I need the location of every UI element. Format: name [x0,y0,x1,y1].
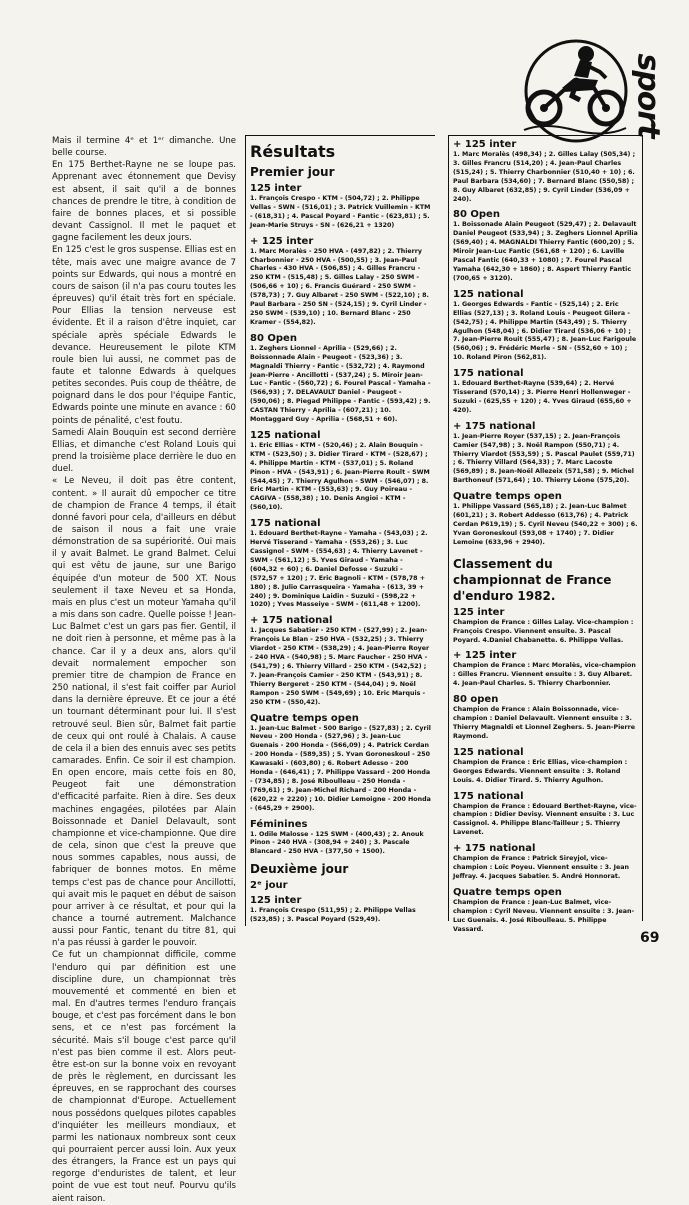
result-list: 1. Marc Moralès - 250 HVA - (497,82) ; 2. Thierry Charbonnier - 250 HVA - (500,55) ; 3. Jean-Paul Charles - 430 HVA - (506,85) ; 4. Gilles Francru - 250 KTM - (515,48) ; 5. Gilles Lalay - 250 SWM - (506,66 + 10) ; 6. Francis Guérard - 250 SWM - (578,73) ; 7. Guy Albaret - 250 SWM - (522,10) ; 8. Paul Barbara - 250 SN - (524,15) ; 9. Cyril Linder - 250 SWM - (539,10) ; 10. Bernard Blanc - 250 Kramer - (554,82). [250,247,429,326]
article-paragraph: « Le Neveu, il doit pas être content, content. » Il aurait dû empocher ce titre de champion de France 4 temps, il était donné favori pour cela, d'ailleurs en début de saison il nous a fait une vraie démonstration de sa supériorité. Oui mais il y avait Balmet. Le grand Balmet. Celui qui est vêtu de jaune, sur une Barigo équipée d'un moteur de 500 XT. Nous seulement il taxe Neveu et sa Honda, mais en plus c'est un moteur Yamaha qu'il a mis dans son cadre. Quelle poisse ! Jean-Luc Balmet c'est un gars pas fier. Gentil, il ne doit rien à personne, et même pas à la chance. Car il y a deux ans, alors qu'il devait normalement empocher son premier titre de champion de France en 250 national, il s'est fait coiffer par Auriol dans la dernière épreuve. Et ce jour a été un tournant déterminant pour lui. Il s'est retrouvé seul. Bien sûr, Balmet fait partie de ceux qui ont roulé à Chalais. A cause de cela il a bien des ennuis avec ses petits camarades. Enfin. Ce soir il est champion. En open encore, mais cette fois en 80, Peugeot fait une démonstration d'efficacité parfaite. Rien à dire. Ses deux machines engagées, pilotées par Alain Boissonnade et Daniel Delavault, sont championne et vice-championne. Que dire de cela, sinon que c'est la preuve que nous sommes capables, nous aussi, de fabriquer de bonnes motos. En même temps c'est pas de chance pour Ancillotti, qui avait mis le paquet en début de saison pour arriver à ce résultat, et pour qui la chance a tourné autrement. Malchance aussi pour Fantic, tenant du titre 81, qui n'a pas réussi à garder le pouvoir. [52,476,236,949]
result-list: 1. Odile Malosse - 125 SWM - (400,43) ; 2. Anouk Pinon - 240 HVA - (308,94 + 240) ; 3. Pascale Blancard - 250 HVA - (377,50 + 1500). [250,830,424,856]
article-paragraph: En 175 Berthet-Rayne ne se loupe pas. Apprenant avec étonnement que Devisy est absent, il sait qu'il a de bonnes chances de prendre le titre, à condition de faire de bonnes places, et si possible devant Cassignol. Il met le paquet et gagne facilement les deux jours. [52,160,236,244]
category-heading: + 175 national [453,420,536,432]
result-list: 1. François Crespo (511,95) ; 2. Philippe Vellas (523,85) ; 3. Pascal Poyard (529,49). [250,907,416,924]
category-heading: Quatre temps open [453,886,562,898]
category-heading: 125 inter [250,183,302,194]
category-heading: 125 national [250,429,321,441]
category-heading: 125 inter [250,895,302,907]
result-list: 1. Edouard Berthet-Rayne - Yamaha - (543,03) ; 2. Hervé Tisserand - Yamaha - (553,26) ; 3. Luc Cassignol - SWM - (554,63) ; 4. Thierry Lavenet - SWM - (561,12) ; 5. Yves Giraud - Yamaha - (604,32 + 60) ; 6. Daniel Defosse - Suzuki - (572,57 + 120) ; 7. Eric Bagnoli - KTM - (578,78 + 180) ; 8. Julio Carrasqueira - Yamaha - (613, 39 + 240) ; 9. Dominique Laidin - Suzuki - (598,22 + 1020) ; Yves Masseiye - SWM - (611,48 + 1200). [250,530,428,609]
result-list: 1. Zeghers Lionnel - Aprilia - (529,66) ; 2. Boissonnade Alain - Peugeot - (523,36) ; 3. Magnaldi Thierry - Fantic - (532,72) ; 4. Raymond Jean-Pierre - Ancillotti - (537,24) ; 5. Miroir Jean-Luc - Fantic - (560,72) ; 6. Fourel Pascal - Yamaha - (566,93) ; 7. DELAVAULT Daniel - Peugeot - (590,06) ; 8. Piegad Philippe - Fantic - (593,42) ; 9. CASTAN Thierry - Aprilia - (607,21) ; 10. Montaggard Guy - Aprilia - (568,51 + 60). [250,344,431,424]
result-list: 1. Edouard Berthet-Rayne (539,64) ; 2. Hervé Tisserand (570,14) ; 3. Pierre Henri Hollenweger - Suzuki - (625,55 + 120) ; 4. Yves Giraud (655,60 + 420). [453,380,632,414]
day-two-title: Deuxième jour [250,862,349,877]
category-heading: 80 Open [250,332,297,344]
standings-text: Champion de France : Patrick Sireyjol, vice-champion : Loïc Poyeu. Viennent ensuite : 3. Jean Jeffray. 4. Jacques Sabatier. 5. André Honnorat. [453,855,629,880]
day-one-title: Premier jour [250,165,335,179]
result-list: 1. Georges Edwards - Fantic - (525,14) ; 2. Eric Ellias (527,13) ; 3. Roland Louis - Peugeot Gilera - (542,75) ; 4. Philippe Martin (543,49) ; 5. Thierry Agulhon (548,04) ; 6. Didier Tirard (536,06 + 10) ; 7. Jean-Pierre Rouit (555,47) ; 8. Jean-Luc Farigoule (560,06) ; 9. Frédéric Merle - SN - (552,60 + 10) ; 10. Roland Piron (562,81). [453,300,637,362]
standings-text: Champion de France : Edouard Berthet-Rayne, vice-champion : Didier Devisy. Viennent ensuite : 3. Luc Cassignol. 4. Philippe Blanc-Tailleur ; 5. Thierry Lavenet. [453,802,637,837]
category-heading: 80 Open [453,209,500,221]
sport-section-label: sport [630,52,666,138]
standings-text: Champion de France : Gilles Lalay. Vice-champion : François Crespo. Viennent ensuite. 3. Pascal Poyard. 4.Daniel Chabanette. 6. Philippe Vellas. [453,618,634,644]
standings-text: Champion de France : Eric Ellias, vice-champion : Georges Edwards. Viennent ensuite : 3. Roland Louis. 4. Didier Tirard. 5. Thierry Agulhon. [453,758,628,784]
category-heading: 80 open [453,694,499,706]
category-heading: 175 national [453,790,524,802]
category-heading: Quatre temps open [453,491,562,503]
category-heading: 175 national [250,518,321,530]
category-heading: 125 inter [453,606,505,618]
standings-text: Champion de France : Marc Moralès, vice-champion : Gilles Francru. Viennent ensuite : 3. Guy Albaret. 4. Jean-Paul Charles. 5. Thierry Charbonnier. [453,662,636,688]
standings-text: Champion de France : Jean-Luc Balmet, vice-champion : Cyril Neveu. Viennent ensuite : 3. Jean-Luc Guenais. 4. José Riboulleau. 5. Philippe Vassard. [453,898,635,933]
category-heading: + 175 national [453,843,536,855]
day-two-subtitle: 2ᵉ jour [250,880,288,892]
results-column-left [245,135,435,926]
category-heading: 125 national [453,288,524,300]
category-heading: + 125 inter [250,235,314,247]
article-body [52,135,236,1205]
result-list: 1. Boissonade Alain Peugeot (529,47) ; 2. Delavault Daniel Peugeot (533,94) ; 3. Zeghers Lionnel Aprilia (569,40) ; 4. MAGNALDI Thierry Fantic (600,20) ; 5. Miroir Jean-Luc Fantic (561,68 + 120) ; 6. Laville Pascal Fantic (640,33 + 1080) ; 7. Fourel Pascal Yamaha (642,30 + 1860) ; 8. Aspert Thierry Fantic (700,65 + 3120). [453,221,638,282]
category-heading: Féminines [250,818,308,830]
result-list: 1. Eric Ellias - KTM - (520,46) ; 2. Alain Bouquin - KTM - (523,50) ; 3. Didier Tirard - KTM - (528,67) ; 4. Philippe Martin - KTM - (537,01) ; 5. Roland Pinon - HVA - (543,91) ; 6. Jean-Pierre Roult - SWM (544,45) ; 7. Thierry Agulhon - SWM - (546,07) ; 8. Eric Martin - KTM - (553,63) ; 9. Guy Poireau - CAGIVA - (558,38) ; 10. Denis Angioi - KTM - (560,10). [250,441,430,512]
category-heading: + 175 national [250,615,333,627]
category-heading: 175 national [453,368,524,380]
page-number: 69 [640,930,660,946]
result-list: 1. Jean-Pierre Royer (537,15) ; 2. Jean-François Camier (547,98) ; 3. Noël Rampon (550,71) ; 4. Thierry Viardot (553,59) ; 5. Pascal Paulet (559,71) ; 6. Thierry Villard (564,33) ; 7. Marc Lacoste (569,89) ; 8. Jean-Noël Allezeix (571,58) ; 9. Michel Barthoneuf (571,64) ; 10. Thierry Léone (575,20). [453,432,635,485]
article-paragraph: Mais il termine 4ᵉ et 1ᵉʳ dimanche. Une belle course. [52,136,236,159]
results-column-right [448,135,643,933]
result-list: 1. Jacques Sabatier - 250 KTM - (527,99) ; 2. Jean-François Le Blan - 250 HVA - (532,25) ; 3. Thierry Viardot - 250 KTM - (538,29) ; 4. Jean-Pierre Royer - 240 HVA - (540,98) ; 5. Marc Faucher - 250 HVA - (541,79) ; 6. Thierry Villard - 250 KTM - (542,52) ; 7. Jean-François Camier - 250 KTM - (543,91) ; 8. Thierry Bergeret - 250 KTM - (544,04) ; 9. Noël Rampon - 250 SWM - (549,69) ; 10. Eric Marquis - 250 KTM - (550,42). [250,627,430,706]
result-list: 1. François Crespo - KTM - (504,72) ; 2. Philippe Vellas - SWN - (516,01) ; 3. Patrick Vuillemin - KTM - (618,31) ; 4. Pascal Poyard - Fantic - (623,81) ; 5. Jean-Marie Struys - SN - (626,21 + 1320) [250,195,431,229]
championship-title: Classement du championnat de France d'enduro 1982. [453,556,612,603]
category-heading: + 125 inter [453,650,517,662]
category-heading: 125 national [453,746,524,758]
result-list: 1. Philippe Vassard (565,18) ; 2. Jean-Luc Balmet (601,21) ; 3. Robert Addesso (613,76) ; 4. Patrick Cerdan P619,19) ; 5. Cyril Neveu (540,22 + 300) ; 6. Yvan Goroneskoul (593,08 + 1740) ; 7. Didier Lemoine (633,96 + 2940). [453,503,638,546]
standings-text: Champion de France : Alain Boissonnade, vice-champion : Daniel Delavault. Viennent ensuite : 3. Thierry Magnaldi et Lionnel Zeghers. 5. Jean-Pierre Raymond. [453,706,636,740]
category-heading: + 125 inter [453,139,517,150]
category-heading: Quatre temps open [250,712,359,724]
result-list: 1. Jean-Luc Balmet - 500 Barigo - (527,83) ; 2. Cyril Neveu - 200 Honda - (527,96) ; 3. Jean-Luc Guenais - 200 Honda - (566,09) ; 4. Patrick Cerdan - 200 Honda - (589,35) ; 5. Yvan Goroneskoul - 250 Kawasaki - (603,80) ; 6. Robert Adesso - 200 Honda - (646,41) ; 7. Philippe Vassard - 200 Honda - (734,85) ; 8. José Riboulleau - 250 Honda - (769,61) ; 9. Jean-Michel Richard - 200 Honda - (620,22 + 2220) ; 10. Didier Lemoigne - 200 Honda - (645,29 + 2900). [250,724,431,812]
article-paragraph: Samedi Alain Bouquin est second derrière Ellias, et dimanche c'est Roland Louis qui prend la troisième place derrière le duo en duel. [52,427,236,475]
result-list: 1. Marc Moralès (498,34) ; 2. Gilles Lalay (505,34) ; 3. Gilles Francru (514,20) ; 4. Jean-Paul Charles (515,24) ; 5. Thierry Charbonnier (510,40 + 10) ; 6. Paul Barbara (534,60) ; 7. Bernard Blanc (550,58) ; 8. Guy Albaret (632,85) ; 9. Cyril Linder (536,09 + 240). [453,151,636,203]
results-title: Résultats [250,142,336,161]
article-paragraph: En 125 c'est le gros suspense. Ellias est en tête, mais avec une maigre avance de 7 points sur Edwards, qui nous a montré en cours de saison (il n'a pas couru toutes les épreuves) qu'il était très fort en spéciale. Pour Ellias la tension nerveuse est évidente. Et il a raison d'être inquiet, car spéciale après spéciale Edwards le devance. Heureusement le pilote KTM roule bien lui aussi, ne commet pas de faute et talonne Edwards à quelques petites secondes. Puis coup de théâtre, de poignard dans le dos pour l'équipe Fantic, Edwards pointe une minute en avance : 60 points de pénalité, c'est foutu. [52,245,236,426]
article-paragraph: Ce fut un championnat difficile, comme l'enduro qui par définition est une discipline dure, un championnat très mouvementé et commenté en bien et mal. En d'autres termes l'enduro français bouge, et c'est pas forcément dans le bon sens, et ce n'est pas forcément la sécurité. Mais s'il bouge c'est parce qu'il n'est pas bien comme il est. Alors peut-être est-on sur la bonne voix en revoyant de près le règlement, en durcissant les épreuves, en se rapprochant des courses de championnat d'Europe. Actuellement nous possédons quelques pilotes capables d'inquiéter les meilleurs mondiaux, et parmi les nationaux nombreux sont ceux qui pourraient percer aussi loin. Aux yeux des étrangers, la France est un pays qui regorge d'enduristes de talent, et leur point de vue est tout neuf. Pourvu qu'ils aient raison. [52,950,236,1204]
